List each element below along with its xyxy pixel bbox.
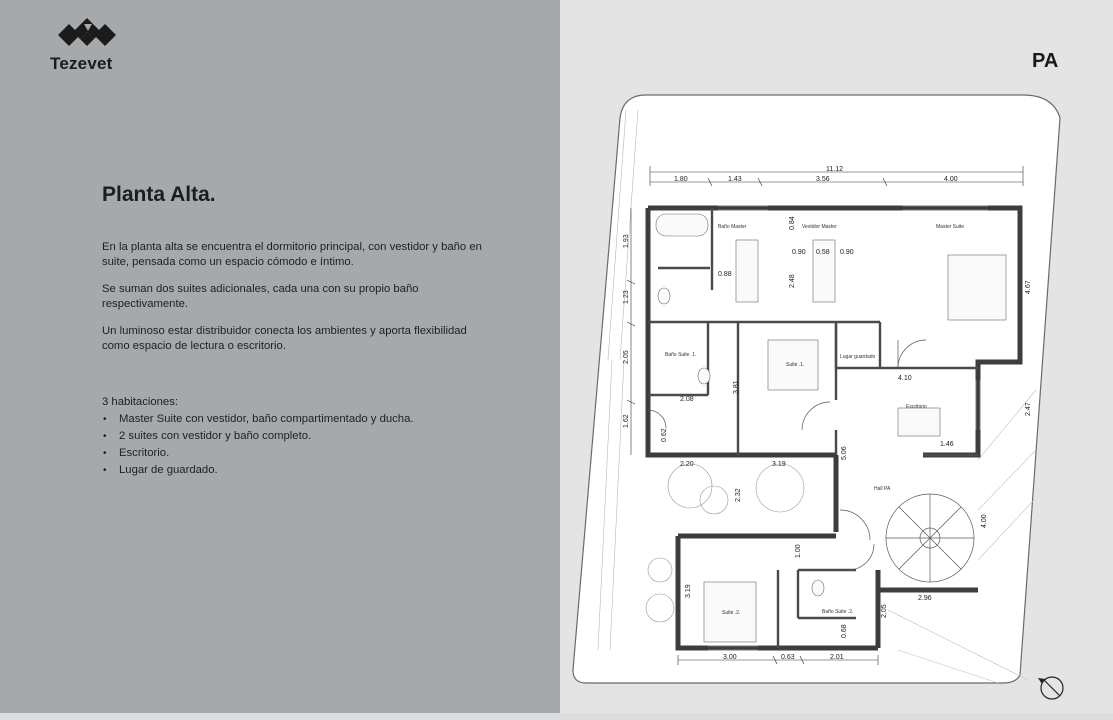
bottom-strip <box>0 713 1113 720</box>
logo-mark-icon <box>58 18 116 52</box>
dim-381: 3.81 <box>733 380 740 394</box>
dim-left-1: 1.93 <box>623 234 630 248</box>
dim-088: 0.88 <box>718 271 732 278</box>
dim-068: 0.68 <box>841 624 848 638</box>
feature-item: • 2 suites con vestidor y baño completo. <box>102 428 482 445</box>
page-code: PA <box>1032 50 1059 72</box>
feature-item: • Master Suite con vestidor, baño compartimentado y ducha. <box>102 411 482 428</box>
dim-319a: 3.19 <box>772 461 786 468</box>
dim-bottom-3: 2.01 <box>830 654 844 661</box>
dim-400: 4.00 <box>981 514 988 528</box>
bathtub-icon <box>656 214 708 236</box>
closet-icon <box>736 240 758 302</box>
description-paragraph: En la planta alta se encuentra el dormitorio principal, con vestidor y baño en suite, pensada como un espacio cómodo e íntimo. <box>102 241 482 268</box>
dim-right-467: 4.67 <box>1025 280 1032 294</box>
dim-total-width: 11.12 <box>826 166 843 173</box>
features-block <box>102 394 482 479</box>
dim-506: 5.06 <box>841 446 848 460</box>
dim-090a: 0.90 <box>792 249 806 256</box>
features-list <box>102 411 482 479</box>
brand-name: Tezevet <box>50 54 113 73</box>
dim-bottom-1: 3.00 <box>723 654 737 661</box>
room-label-bano-suite-1: Baño Suite .1. <box>665 352 697 358</box>
room-label-vestidor-master: Vestidor Master <box>802 224 837 230</box>
feature-item: • Lugar de guardado. <box>102 462 482 479</box>
dim-296: 2.96 <box>918 595 932 602</box>
floor-plan <box>568 90 1088 708</box>
dim-248: 2.48 <box>789 274 796 288</box>
page-title: Planta Alta. <box>102 183 216 206</box>
features-intro: 3 habitaciones: <box>102 396 178 408</box>
dim-vestidor-height: 0.84 <box>789 216 796 230</box>
toilet-icon <box>698 368 710 384</box>
dim-top-2: 1.43 <box>728 176 742 183</box>
master-bed-icon <box>948 255 1006 320</box>
dim-bottom-2: 0.63 <box>781 654 795 661</box>
description <box>102 240 482 366</box>
dim-220: 2.20 <box>680 461 694 468</box>
dim-090b: 0.90 <box>840 249 854 256</box>
dim-100: 1.00 <box>795 544 802 558</box>
dim-top-4: 4.00 <box>944 176 958 183</box>
room-label-suite-1: Suite .1. <box>786 362 805 368</box>
feature-item: • Escritorio. <box>102 445 482 462</box>
dim-right-247: 2.47 <box>1025 402 1032 416</box>
toilet-icon <box>658 288 670 304</box>
dim-top-1: 1.80 <box>674 176 688 183</box>
room-label-hall: Hall PA <box>874 486 891 492</box>
dim-058: 0.58 <box>816 249 830 256</box>
dim-left-3: 2.05 <box>623 350 630 364</box>
dim-208: 2.08 <box>680 396 694 403</box>
room-label-bano-master: Baño Master <box>718 224 747 230</box>
dim-232: 2.32 <box>735 488 742 502</box>
description-paragraph: Un luminoso estar distribuidor conecta los ambientes y aporta flexibilidad como espacio de lectura o escritorio. <box>102 325 467 352</box>
dim-left-4: 1.62 <box>623 414 630 428</box>
spiral-staircase <box>886 494 974 582</box>
dim-205: 2.05 <box>881 604 888 618</box>
dim-410: 4.10 <box>898 375 912 382</box>
room-label-master-suite: Master Suite <box>936 224 965 230</box>
room-label-lugar-guardado: Lugar guardado <box>840 354 876 360</box>
dim-left-2: 1.23 <box>623 290 630 304</box>
dim-146: 1.46 <box>940 441 954 448</box>
dim-top-3: 3.56 <box>816 176 830 183</box>
toilet-icon <box>812 580 824 596</box>
dim-319b: 3.19 <box>685 584 692 598</box>
room-label-suite-2: Suite .2. <box>722 610 741 616</box>
dim-062: 0.62 <box>661 428 668 442</box>
desk-icon <box>898 408 940 436</box>
description-paragraph: Se suman dos suites adicionales, cada una con su propio baño respectivamente. <box>102 283 419 310</box>
brand-logo <box>50 18 124 74</box>
room-label-bano-suite-2: Baño Suite .2. <box>822 609 854 615</box>
north-compass-icon <box>1038 677 1063 699</box>
room-label-escritorio: Escritorio <box>906 404 927 410</box>
